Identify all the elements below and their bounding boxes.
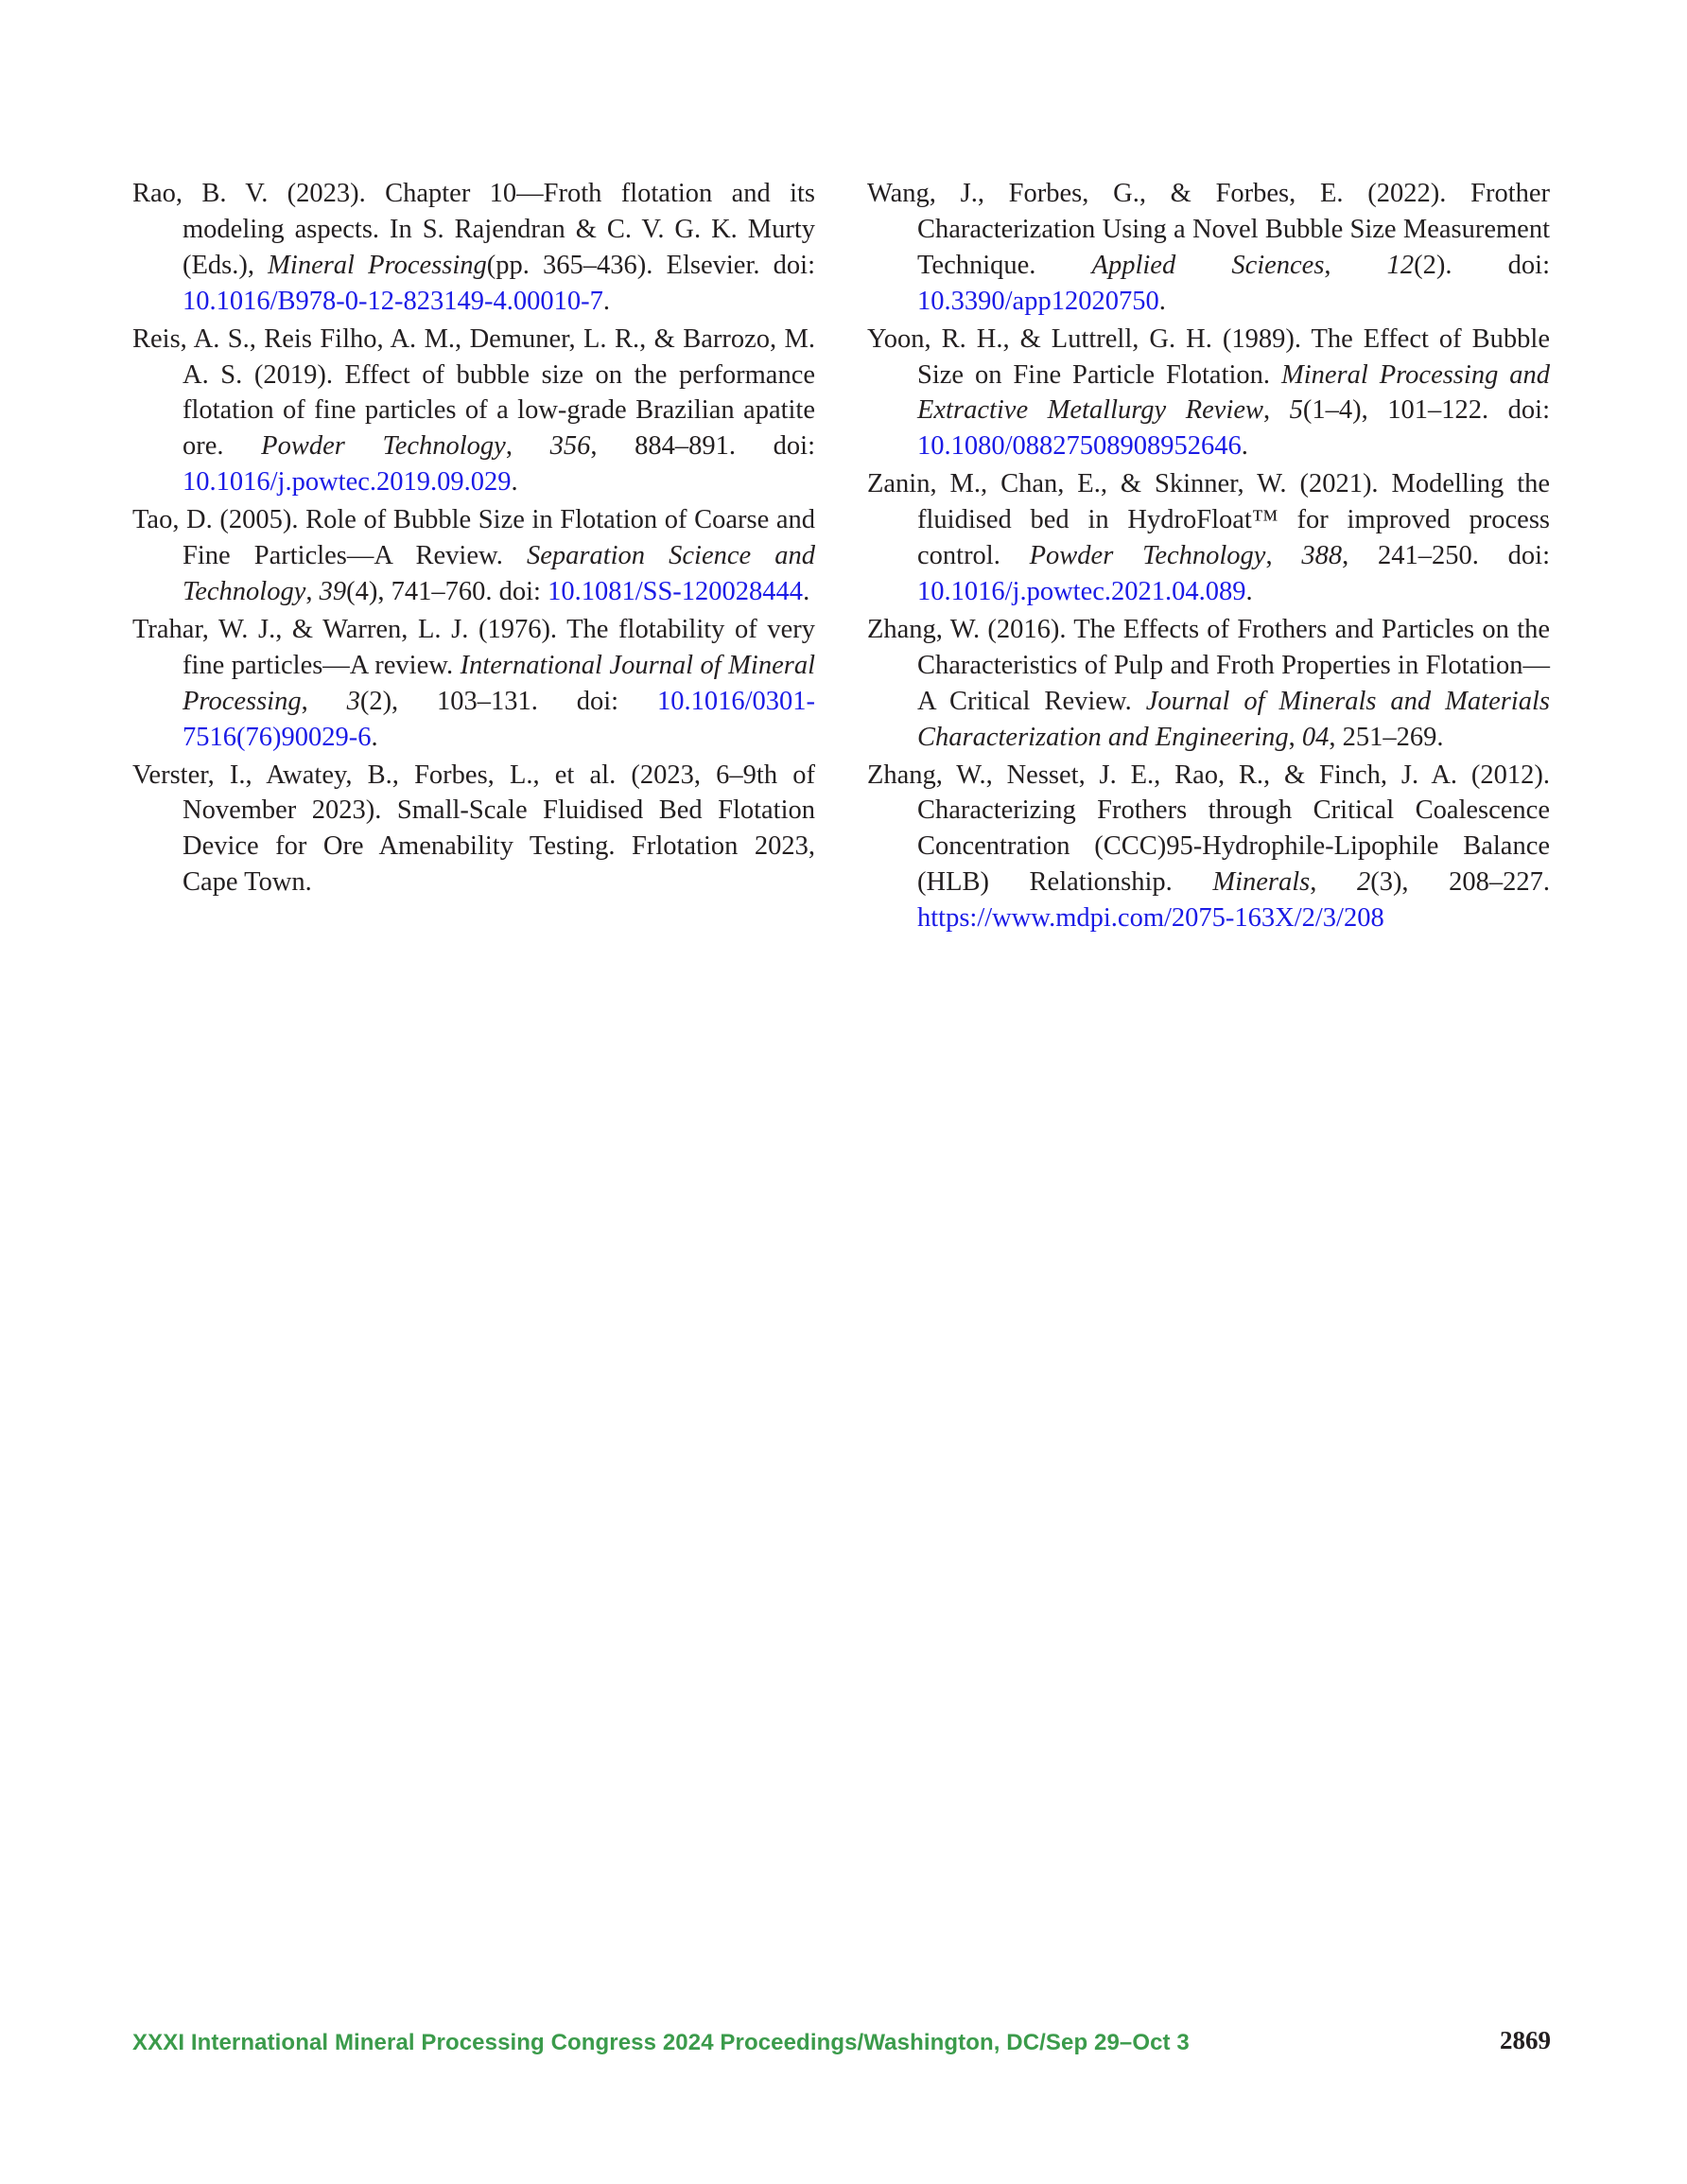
reference-entry [867, 322, 1550, 465]
reference-doi-link[interactable]: 10.1081/SS-120028444 [548, 576, 804, 606]
reference-entry [867, 612, 1550, 756]
reference-volume: 356 [549, 431, 591, 462]
reference-authors: Zhang, W., Nesset, J. E., Rao, R., & Finch, J. A. [867, 760, 1458, 790]
reference-journal: Minerals [1212, 867, 1311, 898]
reference-doi-link[interactable]: 10.1016/B978-0-12-823149-4.00010-7 [183, 286, 603, 316]
reference-journal: International Journal of Mineral Processing [183, 650, 815, 716]
reference-year: (2016). [987, 614, 1067, 644]
reference-volume: 5 [1289, 395, 1303, 426]
reference-authors: Zhang, W. [867, 614, 981, 644]
reference-volume: 39 [319, 576, 347, 606]
reference-year: (2021). [1299, 469, 1379, 499]
reference-title: Modelling the fluidised bed in HydroFloat™ for improved process control. [917, 469, 1551, 571]
reference-journal: Powder Technology [261, 431, 506, 462]
reference-entry [132, 322, 815, 501]
reference-entry [132, 612, 815, 756]
reference-year: (2005). [219, 505, 299, 535]
reference-authors: Rao, B. V. [132, 179, 269, 208]
reference-volume: 2 [1356, 867, 1371, 898]
reference-details: , 241–250. doi: [1342, 541, 1550, 571]
reference-year: (2023, 6–9th of November 2023). [183, 760, 815, 826]
reference-details: (4), 741–760. doi: [346, 576, 541, 606]
reference-details: (2). doi: [1414, 250, 1550, 280]
references-left-column [132, 176, 815, 902]
reference-title: The Effect of Bubble Size on Fine Particle Flotation. [917, 323, 1550, 390]
reference-end: . [1241, 431, 1248, 462]
reference-entry [867, 176, 1550, 320]
reference-title: Frother Characterization Using a Novel Bubble Size Measurement Technique. [917, 179, 1551, 280]
reference-doi-link[interactable]: 10.1016/j.powtec.2019.09.029 [183, 467, 512, 498]
reference-details: , 884–891. doi: [590, 431, 816, 462]
reference-volume: 388 [1301, 541, 1343, 571]
reference-title: Chapter 10—Froth flotation and its modeling aspects. In S. Rajendran & C. V. G. K. Murty (Eds.), [183, 179, 816, 280]
reference-separator: , [1324, 250, 1331, 280]
reference-separator: , [505, 431, 513, 462]
reference-year: (2023). [287, 179, 366, 208]
reference-journal: Powder Technology [1029, 541, 1266, 571]
page-number: 2869 [1500, 2026, 1551, 2054]
reference-title: Small-Scale Fluidised Bed Flotation Device for Ore Amenability Testing. Frlotation 2023, Cape Town. [183, 795, 816, 898]
reference-entry [132, 758, 815, 901]
reference-authors: Verster, I., Awatey, B., Forbes, L., et al. [132, 760, 617, 790]
reference-authors: Trahar, W. J., & Warren, L. J. [132, 614, 469, 644]
reference-title: Effect of bubble size on the performance flotation of fine particles of a low-grade Brazilian apatite ore. [183, 359, 815, 462]
reference-volume: 04 [1301, 722, 1330, 752]
reference-end: . [1158, 286, 1166, 316]
reference-end: . [1245, 576, 1253, 606]
reference-details: (pp. 365–436). Elsevier. doi: [486, 250, 816, 280]
reference-separator: , [1310, 867, 1317, 898]
reference-authors: Zanin, M., Chan, E., & Skinner, W. [867, 469, 1287, 499]
reference-journal: Applied Sciences [1091, 250, 1325, 280]
reference-year: (1989). [1222, 323, 1301, 354]
reference-authors: Yoon, R. H., & Luttrell, G. H. [867, 323, 1212, 354]
reference-doi-link[interactable]: https://www.mdpi.com/2075-163X/2/3/208 [917, 903, 1384, 934]
reference-separator: , [1265, 541, 1273, 571]
reference-journal: Mineral Processing and Extractive Metallurgy Review [917, 359, 1550, 426]
reference-title: Characterizing Frothers through Critical Coalescence Concentration (CCC)95-Hydrophile-Lipophile Balance (HLB) Relationship. [917, 795, 1550, 898]
reference-authors: Reis, A. S., Reis Filho, A. M., Demuner, L. R., & Barrozo, M. A. S. [132, 323, 815, 390]
reference-authors: Wang, J., Forbes, G., & Forbes, E. [867, 179, 1344, 208]
reference-entry [132, 502, 815, 610]
reference-doi-link[interactable]: 10.1016/0301-7516(76)90029-6 [183, 686, 816, 752]
reference-details: (3), 208–227. [1370, 867, 1551, 898]
reference-year: (2022). [1367, 179, 1447, 208]
footer-conference-title: XXXI International Mineral Processing Congress 2024 Proceedings/Washington, DC/Sep 29–Oct 3 [132, 2030, 1190, 2055]
reference-journal: Journal of Minerals and Materials Characterization and Engineering [917, 686, 1550, 752]
reference-year: (2012). [1470, 760, 1550, 790]
reference-title: Role of Bubble Size in Flotation of Coarse and Fine Particles—A Review. [183, 505, 816, 571]
references-right-column [867, 176, 1550, 938]
reference-end: . [371, 722, 378, 752]
reference-entry [132, 176, 815, 320]
reference-year: (2019). [253, 359, 333, 390]
reference-separator: , [305, 576, 313, 606]
reference-journal: Mineral Processing [268, 250, 487, 280]
reference-details: (1–4), 101–122. doi: [1302, 395, 1550, 426]
reference-volume: 12 [1386, 250, 1415, 280]
reference-details: , 251–269. [1329, 722, 1444, 752]
reference-end: . [602, 286, 611, 316]
reference-separator: , [1288, 722, 1296, 752]
reference-volume: 3 [346, 686, 360, 716]
reference-doi-link[interactable]: 10.3390/app12020750 [917, 286, 1159, 316]
reference-end: . [511, 467, 518, 498]
reference-title: The flotability of very fine particles—A review. [183, 614, 815, 680]
reference-journal: Separation Science and Technology [183, 541, 815, 606]
reference-authors: Tao, D. [132, 505, 213, 535]
reference-entry [867, 758, 1550, 937]
reference-end: . [803, 576, 810, 606]
reference-details: (2), 103–131. doi: [359, 686, 619, 716]
reference-doi-link[interactable]: 10.1080/08827508908952646 [917, 431, 1242, 462]
reference-separator: , [1263, 395, 1271, 426]
reference-entry [867, 466, 1550, 610]
reference-doi-link[interactable]: 10.1016/j.powtec.2021.04.089 [917, 576, 1246, 606]
reference-year: (1976). [478, 614, 558, 644]
reference-title: The Effects of Frothers and Particles on the Characteristics of Pulp and Froth Properties in Flotation—A Critical Review. [917, 614, 1551, 716]
reference-separator: , [301, 686, 308, 716]
